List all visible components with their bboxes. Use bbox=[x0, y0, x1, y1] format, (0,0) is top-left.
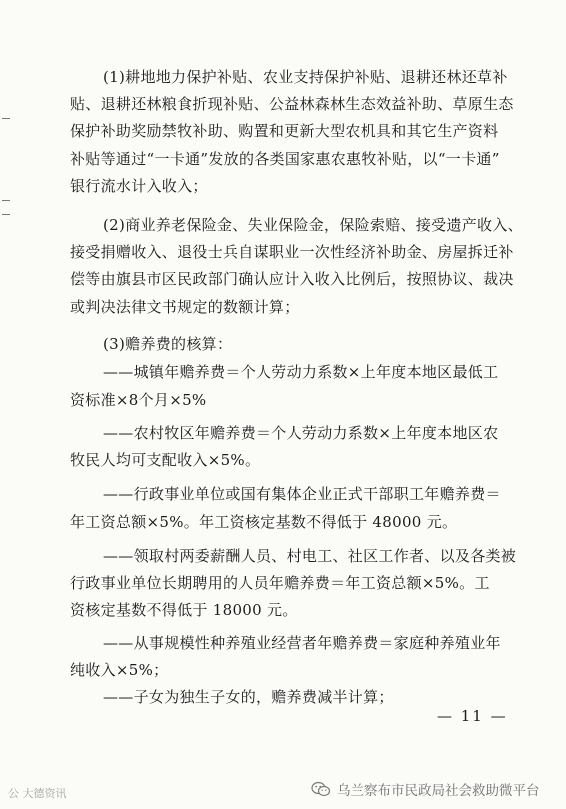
paragraph-first-line: ——领取村两委薪酬人员、村电工、社区工作者、以及各类被 bbox=[103, 547, 517, 565]
paragraph-line: 接受捐赠收入、退役士兵自谋职业一次性经济补助金、房屋拆迁补 bbox=[70, 243, 514, 261]
footer-right-watermark bbox=[311, 779, 540, 799]
scan-mark bbox=[2, 118, 10, 119]
wechat-icon bbox=[311, 781, 331, 797]
paragraph-line: 或判决法律文书规定的数额计算； bbox=[70, 298, 300, 316]
paragraph-first-line: ——行政事业单位或国有集体企业正式干部职工年赡养费＝ bbox=[103, 485, 501, 503]
paragraph-first-line: (1)耕地地力保护补贴、农业支持保护补贴、退耕还林还草补 bbox=[103, 68, 508, 86]
paragraph-line: 纯收入×5%； bbox=[70, 661, 169, 679]
footer-right-text: 乌兰察布市民政局社会救助微平台 bbox=[337, 783, 540, 799]
paragraph-line: 资核定基数不得低于 18000 元。 bbox=[70, 601, 298, 619]
paragraph-line: 牧民人均可支配收入×5%。 bbox=[70, 451, 261, 469]
paragraph-first-line: (3)赡养费的核算： bbox=[103, 335, 233, 353]
paragraph-line: 年工资总额×5%。年工资核定基数不得低于 48000 元。 bbox=[70, 513, 458, 531]
paragraph-line: 行政事业单位长期聘用的人员年赡养费＝年工资总额×5%。工 bbox=[70, 574, 490, 592]
footer-left-watermark: 公 大德资讯 bbox=[8, 787, 67, 800]
scan-mark bbox=[2, 200, 10, 201]
paragraph-first-line: (2)商业养老保险金、失业保险金，保险索赔、接受遗产收入、 bbox=[103, 216, 523, 234]
paragraph-first-line: ——从事规模性种养殖业经营者年赡养费＝家庭种养殖业年 bbox=[103, 634, 501, 652]
paragraph-line: 贴、退耕还林粮食折现补贴、公益林森林生态效益补助、草原生态 bbox=[70, 95, 514, 113]
paragraph-line: 银行流水计入收入； bbox=[70, 177, 208, 195]
paragraph-line: 补贴等通过“一卡通”发放的各类国家惠农惠牧补贴，以“一卡通” bbox=[70, 150, 500, 168]
paragraph-line: 偿等由旗县市区民政部门确认应计入收入比例后，按照协议、裁决 bbox=[70, 270, 514, 288]
paragraph-first-line: ——城镇年赡养费＝个人劳动力系数×上年度本地区最低工 bbox=[103, 363, 499, 381]
paragraph-line: 资标准×8个月×5% bbox=[70, 391, 207, 409]
paragraph-first-line: ——子女为独生子女的，赡养费减半计算； bbox=[103, 688, 394, 706]
paragraph-first-line: ——农村牧区年赡养费＝个人劳动力系数×上年度本地区农 bbox=[103, 424, 499, 442]
page-number: — 11 — bbox=[437, 707, 508, 725]
paragraph-line: 保护补助奖励禁牧补助、购置和更新大型农机具和其它生产资料 bbox=[70, 122, 499, 140]
